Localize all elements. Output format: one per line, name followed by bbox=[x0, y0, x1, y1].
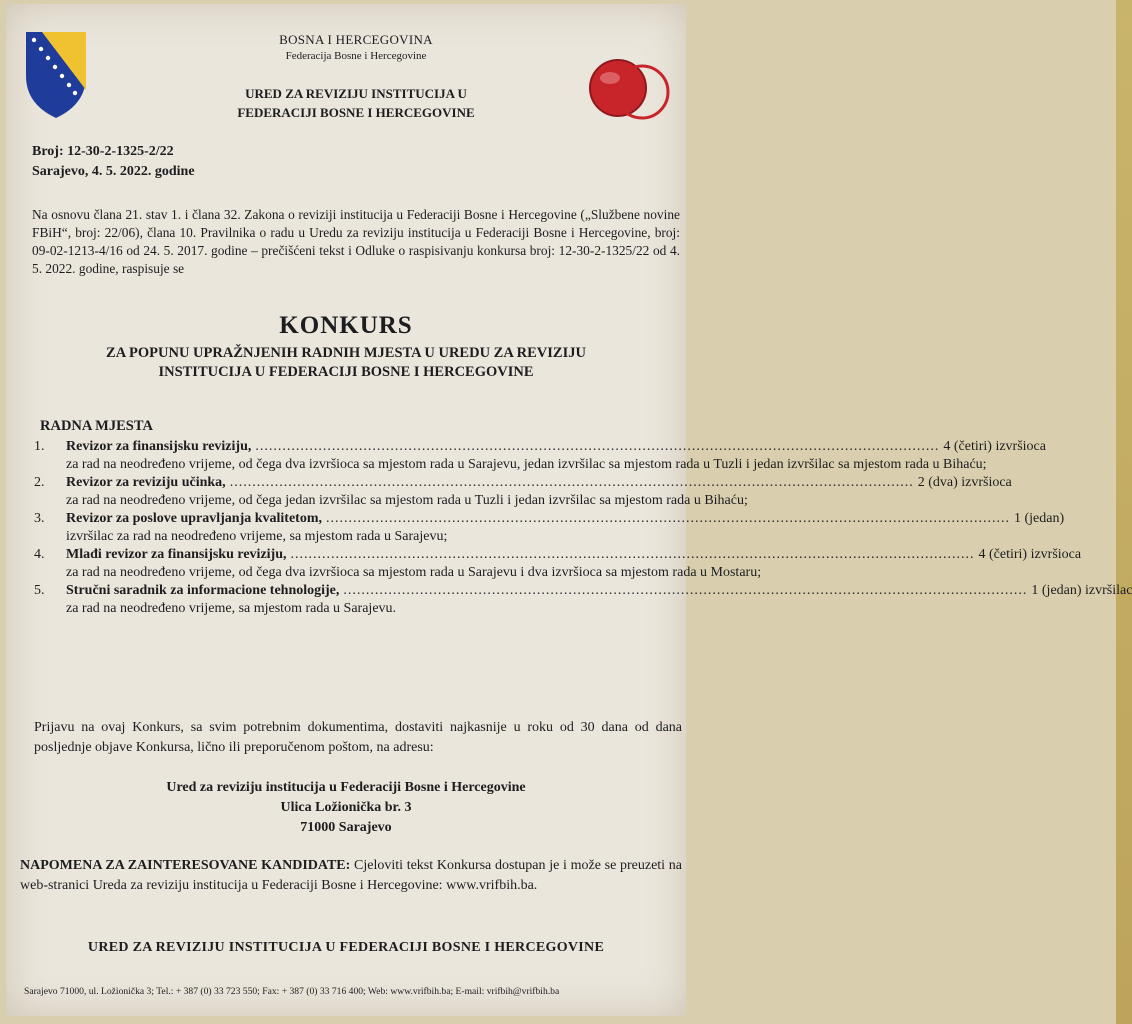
header-country: BOSNA I HERCEGOVINA bbox=[279, 32, 433, 47]
position-number: 2. bbox=[34, 475, 45, 490]
position-title: Mlađi revizor za finansijsku reviziju, bbox=[66, 547, 287, 562]
list-item bbox=[34, 438, 1046, 473]
position-number: 1. bbox=[34, 439, 45, 454]
positions-heading: RADNA MJESTA bbox=[40, 418, 153, 434]
note-label: NAPOMENA ZA ZAINTERESOVANE KANDIDATE: bbox=[20, 858, 351, 873]
header-office bbox=[176, 84, 536, 122]
address-line3: 71000 Sarajevo bbox=[300, 820, 392, 835]
list-item bbox=[34, 546, 1082, 581]
dot-leader bbox=[291, 546, 975, 564]
office-logo-icon bbox=[584, 54, 676, 126]
position-count: 2 (dva) izvršioca bbox=[917, 475, 1012, 490]
reference-block bbox=[32, 142, 195, 182]
address-line1: Ured za reviziju institucija u Federaciji Bosne i Hercegovine bbox=[166, 780, 526, 795]
position-count: 4 (četiri) izvršioca bbox=[978, 547, 1082, 562]
bih-flag-icon bbox=[24, 30, 88, 120]
list-item bbox=[34, 510, 1065, 545]
dot-leader bbox=[343, 582, 1027, 600]
position-details: izvršilac za rad na neodređeno vrijeme, sa mjestom rada u Sarajevu; bbox=[66, 528, 448, 544]
position-count: 1 (jedan) izvršilac bbox=[1031, 583, 1132, 598]
list-item bbox=[34, 582, 1132, 617]
application-paragraph: Prijavu na ovaj Konkurs, sa svim potrebnim dokumentima, dostaviti najkasnije u roku od 30 dana od dana posljednje objave Konkursa, lično ili preporučenom poštom, na adresu: bbox=[34, 720, 682, 755]
positions-list bbox=[34, 438, 1132, 618]
footer-title: URED ZA REVIZIJU INSTITUCIJA U FEDERACIJI BOSNE I HERCEGOVINE bbox=[87, 940, 605, 955]
note-paragraph bbox=[20, 856, 682, 896]
position-title: Revizor za finansijsku reviziju, bbox=[66, 439, 252, 454]
intro-paragraph: Na osnovu člana 21. stav 1. i člana 32. Zakona o reviziji institucija u Federaciji Bosne i Hercegovine („Službene novine FBiH“, broj: 22/06), člana 10. Pravilnika o radu u Uredu za reviziju institucija u Federaciji Bosne i Hercegovine, broj: 09-02-1213-4/16 od 24. 5. 2017. godine – prečišćeni tekst i Odluke o raspisivanju konkursa broj: 12-30-2-1325/22 od 4. 5. 2022. godine, raspisuje se bbox=[32, 207, 680, 276]
list-item bbox=[34, 474, 1012, 509]
header-office-line2: FEDERACIJI BOSNE I HERCEGOVINE bbox=[237, 105, 475, 120]
reference-date: Sarajevo, 4. 5. 2022. godine bbox=[32, 164, 195, 179]
header-entity: Federacija Bosne i Hercegovine bbox=[285, 50, 427, 62]
position-details: za rad na neodređeno vrijeme, od čega dva izvršioca sa mjestom rada u Sarajevu i dva izvršioca sa mjestom rada u Mostaru; bbox=[66, 564, 762, 580]
dot-leader bbox=[255, 438, 939, 456]
subtitle-line1: ZA POPUNU UPRAŽNJENIH RADNIH MJESTA U UREDU ZA REVIZIJU bbox=[106, 345, 586, 361]
dot-leader bbox=[230, 474, 914, 492]
document-page bbox=[6, 4, 1132, 1016]
position-details: za rad na neodređeno vrijeme, od čega jedan izvršilac sa mjestom rada u Tuzli i jedan izvršilac sa mjestom rada u Bihaću; bbox=[66, 492, 748, 508]
position-number: 3. bbox=[34, 511, 45, 526]
position-details: za rad na neodređeno vrijeme, sa mjestom rada u Sarajevu. bbox=[66, 600, 397, 616]
position-title: Revizor za reviziju učinka, bbox=[66, 475, 226, 490]
dot-leader bbox=[326, 510, 1010, 528]
subtitle-line2: INSTITUCIJA U FEDERACIJI BOSNE I HERCEGOVINE bbox=[158, 364, 534, 380]
background-strip bbox=[1116, 0, 1132, 1024]
document-title: KONKURS bbox=[279, 312, 413, 339]
position-title: Revizor za poslove upravljanja kvalitetom, bbox=[66, 511, 322, 526]
position-count: 4 (četiri) izvršioca bbox=[943, 439, 1046, 454]
position-details: za rad na neodređeno vrijeme, od čega dva izvršioca sa mjestom rada u Sarajevu, jedan izvršilac sa mjestom rada u Tuzli i jedan izvršilac sa mjestom rada u Bihaću; bbox=[66, 456, 987, 472]
address-line2: Ulica Ložionička br. 3 bbox=[280, 800, 412, 815]
position-count: 1 (jedan) bbox=[1014, 511, 1065, 526]
document-subtitle bbox=[66, 344, 626, 382]
position-number: 4. bbox=[34, 547, 45, 562]
mailing-address bbox=[6, 778, 686, 838]
position-title: Stručni saradnik za informacione tehnologije, bbox=[66, 583, 340, 598]
header-office-line1: URED ZA REVIZIJU INSTITUCIJA U bbox=[245, 86, 467, 101]
position-number: 5. bbox=[34, 583, 45, 598]
contact-line: Sarajevo 71000, ul. Ložionička 3; Tel.: + 387 (0) 33 723 550; Fax: + 387 (0) 33 716 400; Web: www.vrifbih.ba; E-mail: vrifbih@vrifbih.ba bbox=[24, 986, 560, 997]
note-text: Cjeloviti tekst Konkursa dostupan je i može se preuzeti na web-stranici Ureda za reviziju institucija u Federaciji Bosne i Hercegovine: www.vrifbih.ba. bbox=[20, 858, 682, 893]
reference-number: Broj: 12-30-2-1325-2/22 bbox=[32, 144, 174, 159]
